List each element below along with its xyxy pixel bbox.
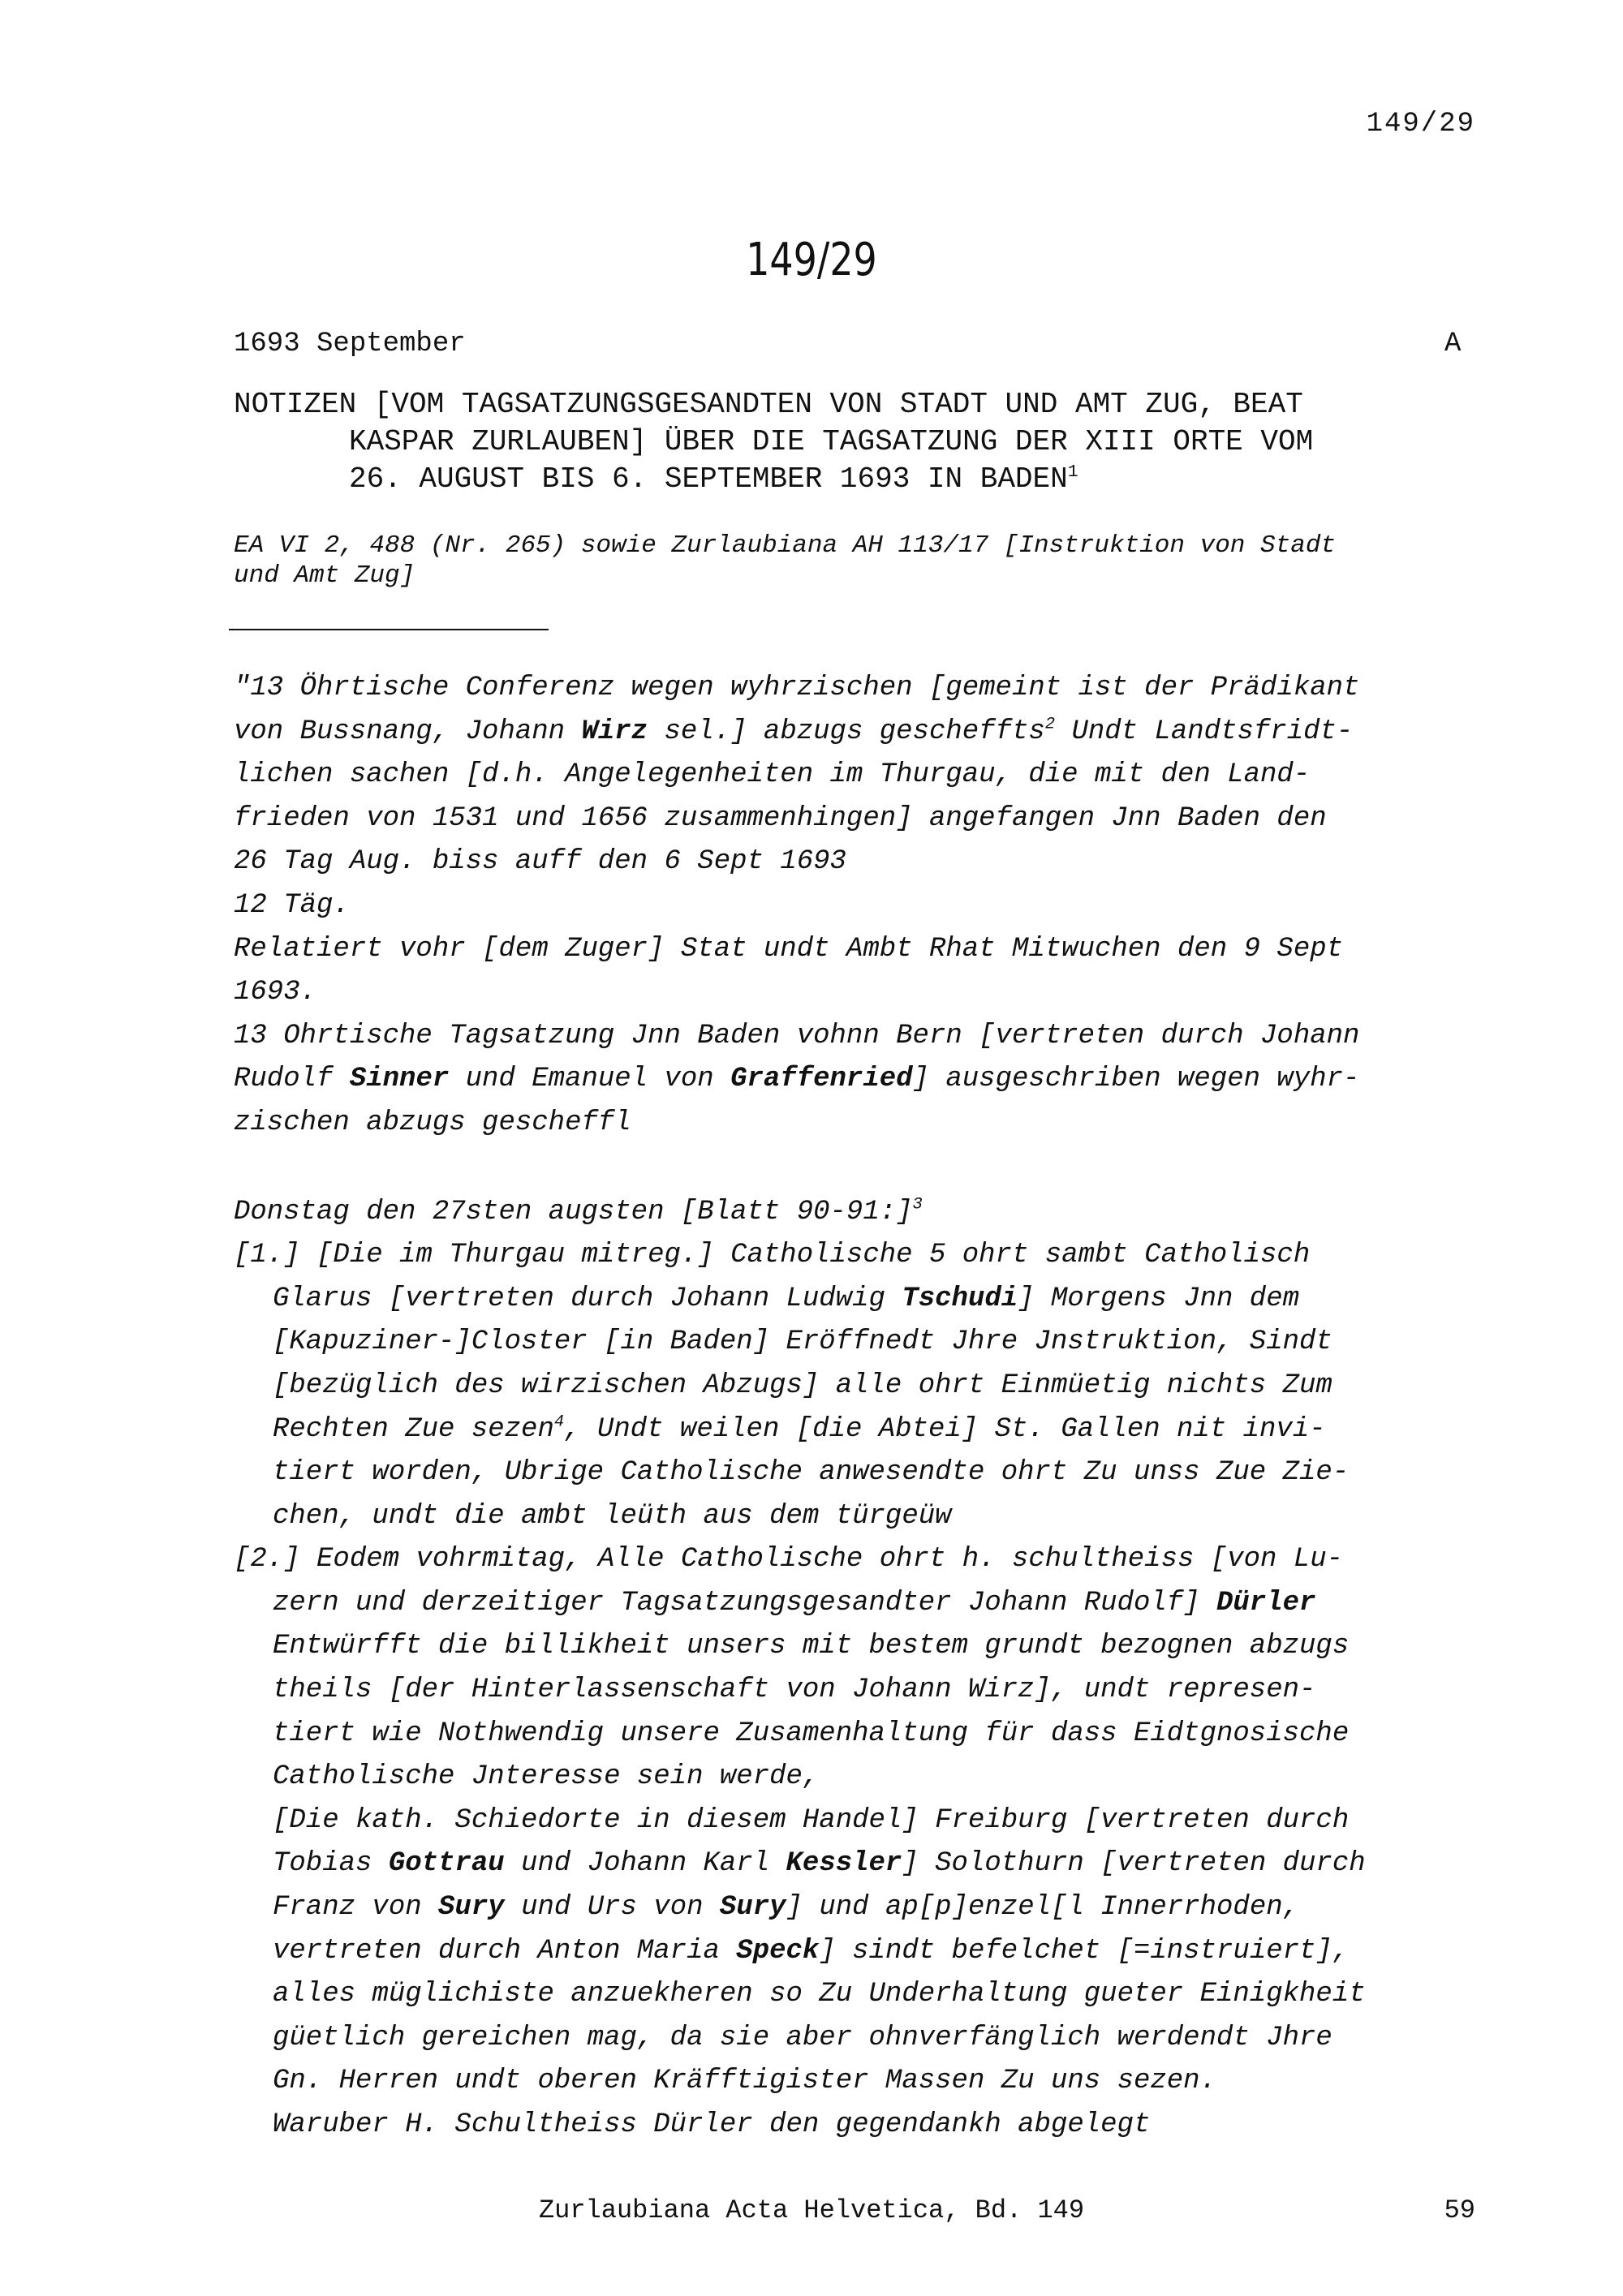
source-line-1: EA VI 2, 488 (Nr. 265) sowie Zurlaubiana AH 113/17 [Instruktion von Stadt [234,531,1337,560]
heading-line-3 [234,461,1483,498]
body-line: [1.] [Die im Thurgau mitreg.] Catholische 5 ohrt sambt Catholisch [234,1240,1311,1271]
heading-line-1: NOTIZEN [VOM TAGSATZUNGSGESANDTEN VON STADT UND AMT ZUG, BEAT [234,388,1303,421]
text: und Urs von [504,1892,720,1924]
text: Undt Landtsfridt- [1055,716,1354,747]
text: ] Morgens Jnn dem [1018,1283,1300,1314]
body-line [234,1886,1366,1930]
body-line [234,1930,1366,1974]
body-line [234,1191,1366,1235]
text: ] sindt befelchet [=instruiert], [819,1935,1350,1967]
body-line: "13 Öhrtische Conferenz wegen wyhrzischen [gemeint ist der Prädikant [234,673,1360,703]
body-line: 12 Täg. [234,889,350,921]
text: Franz von [273,1892,439,1924]
text: und Emanuel von [449,1064,731,1095]
text: zern und derzeitiger Tagsatzungsgesandter Johann Rudolf] [273,1587,1216,1619]
person-name: Wirz [581,716,648,747]
footnote-ref-2: 2 [1044,715,1056,734]
text: , Undt weilen [die Abtei] St. Gallen nit invi- [564,1413,1326,1445]
body-line: zischen abzugs gescheffl [234,1107,631,1138]
body-line: [2.] Eodem vohrmitag, Alle Catholische ohrt h. schultheiss [von Lu- [234,1544,1344,1576]
body-line: 26 Tag Aug. biss auff den 6 Sept 1693 [234,846,846,878]
body-line: [bezüglich des wirzischen Abzugs] alle ohrt Einmüetig nichts Zum [273,1369,1332,1401]
text: ] ausgeschriben wegen wyhr- [912,1064,1360,1095]
page-title: 149/29 [746,234,877,286]
footnote-ref-3: 3 [912,1195,923,1215]
body-line [234,1842,1366,1886]
heading-line-2: KASPAR ZURLAUBEN] ÜBER DIE TAGSATZUNG DER XIII ORTE VOM [349,425,1314,458]
footnote-ref-1: 1 [1067,462,1078,482]
text: Rudolf [234,1064,350,1095]
person-name: Sury [438,1892,505,1924]
paragraph-gap [234,1146,1366,1191]
person-name: Sury [719,1892,786,1924]
body-line: tiert worden, Ubrige Catholische anwesendte ohrt Zu unss Zue Zie- [273,1457,1350,1489]
page-number: 59 [1444,2195,1475,2225]
person-name: Speck [736,1935,820,1967]
body-line: Relatiert vohr [dem Zuger] Stat undt Ambt Rhat Mitwuchen den 9 Sept [234,933,1344,965]
text: Tobias [273,1848,389,1880]
source-reference [234,531,1336,591]
separator-rule [229,629,549,630]
body-line: chen, undt die ambt leüth aus dem türgeüw [273,1500,952,1532]
body-line: [Kapuziner-]Closter [in Baden] Eröffnedt Jhre Jnstruktion, Sindt [273,1326,1332,1358]
running-head: 149/29 [1366,109,1475,140]
text: Glarus [vertreten durch Johann Ludwig [273,1283,902,1314]
text: und Johann Karl [504,1848,786,1880]
body-line: [Die kath. Schiedorte in diesem Handel] Freiburg [vertreten durch [273,1804,1350,1836]
transcription-body [234,667,1366,2148]
body-line [234,1408,1366,1452]
text: ] Solothurn [vertreten durch [902,1848,1366,1880]
body-line: Catholische Jnteresse sein werde, [273,1761,820,1793]
body-line: 13 Ohrtische Tagsatzung Jnn Baden vohnn Bern [vertreten durch Johann [234,1020,1360,1051]
body-line: lichen sachen [d.h. Angelegenheiten im Thurgau, die mit den Land- [234,759,1311,791]
body-line: Gn. Herren undt oberen Kräfftigister Massen Zu uns sezen. [273,2066,1216,2097]
footnote-ref-4: 4 [553,1412,565,1432]
body-line [234,1278,1366,1322]
body-line [234,711,1366,755]
body-line [234,1058,1366,1102]
document-heading [234,386,1483,498]
body-line: 1693. [234,977,317,1008]
page-footer: Zurlaubiana Acta Helvetica, Bd. 149 [538,2195,1085,2225]
text: ] und ap[p]enzel[l Innerrhoden, [786,1892,1300,1924]
body-line: tiert wie Nothwendig unsere Zusamenhaltung für dass Eidtgnosische [273,1718,1350,1749]
heading-line-3-text: 26. AUGUST BIS 6. SEPTEMBER 1693 IN BADEN [349,462,1068,496]
body-line [234,1582,1366,1626]
body-line: Entwürfft die billikheit unsers mit bestem grundt bezognen abzugs [273,1631,1350,1662]
text: Donstag den 27sten augsten [Blatt 90-91:] [234,1196,913,1228]
document-mark: A [1444,329,1462,359]
document-date: 1693 September [234,329,466,359]
source-line-2: und Amt Zug] [234,561,415,590]
body-line: theils [der Hinterlassenschaft von Johann Wirz], undt represen- [273,1675,1316,1706]
body-line: alles müglichiste anzuekheren so Zu Underhaltung gueter Einigkheit [273,1979,1366,2010]
person-name: Kessler [786,1848,902,1880]
text: von Bussnang, Johann [234,716,582,747]
text: Rechten Zue sezen [273,1413,554,1445]
person-name: Dürler [1216,1587,1316,1619]
body-line: güetlich gereichen mag, da sie aber ohnverfänglich werdendt Jhre [273,2022,1332,2053]
body-line: Waruber H. Schultheiss Dürler den gegendankh abgelegt [273,2109,1151,2140]
person-name: Gottrau [388,1848,505,1880]
person-name: Sinner [349,1064,450,1095]
person-name: Tschudi [902,1283,1018,1314]
text: sel.] abzugs gescheffts [648,716,1045,747]
person-name: Graffenried [730,1064,913,1095]
body-line: frieden von 1531 und 1656 zusammenhingen] angefangen Jnn Baden den [234,802,1327,834]
text: vertreten durch Anton Maria [273,1935,737,1967]
